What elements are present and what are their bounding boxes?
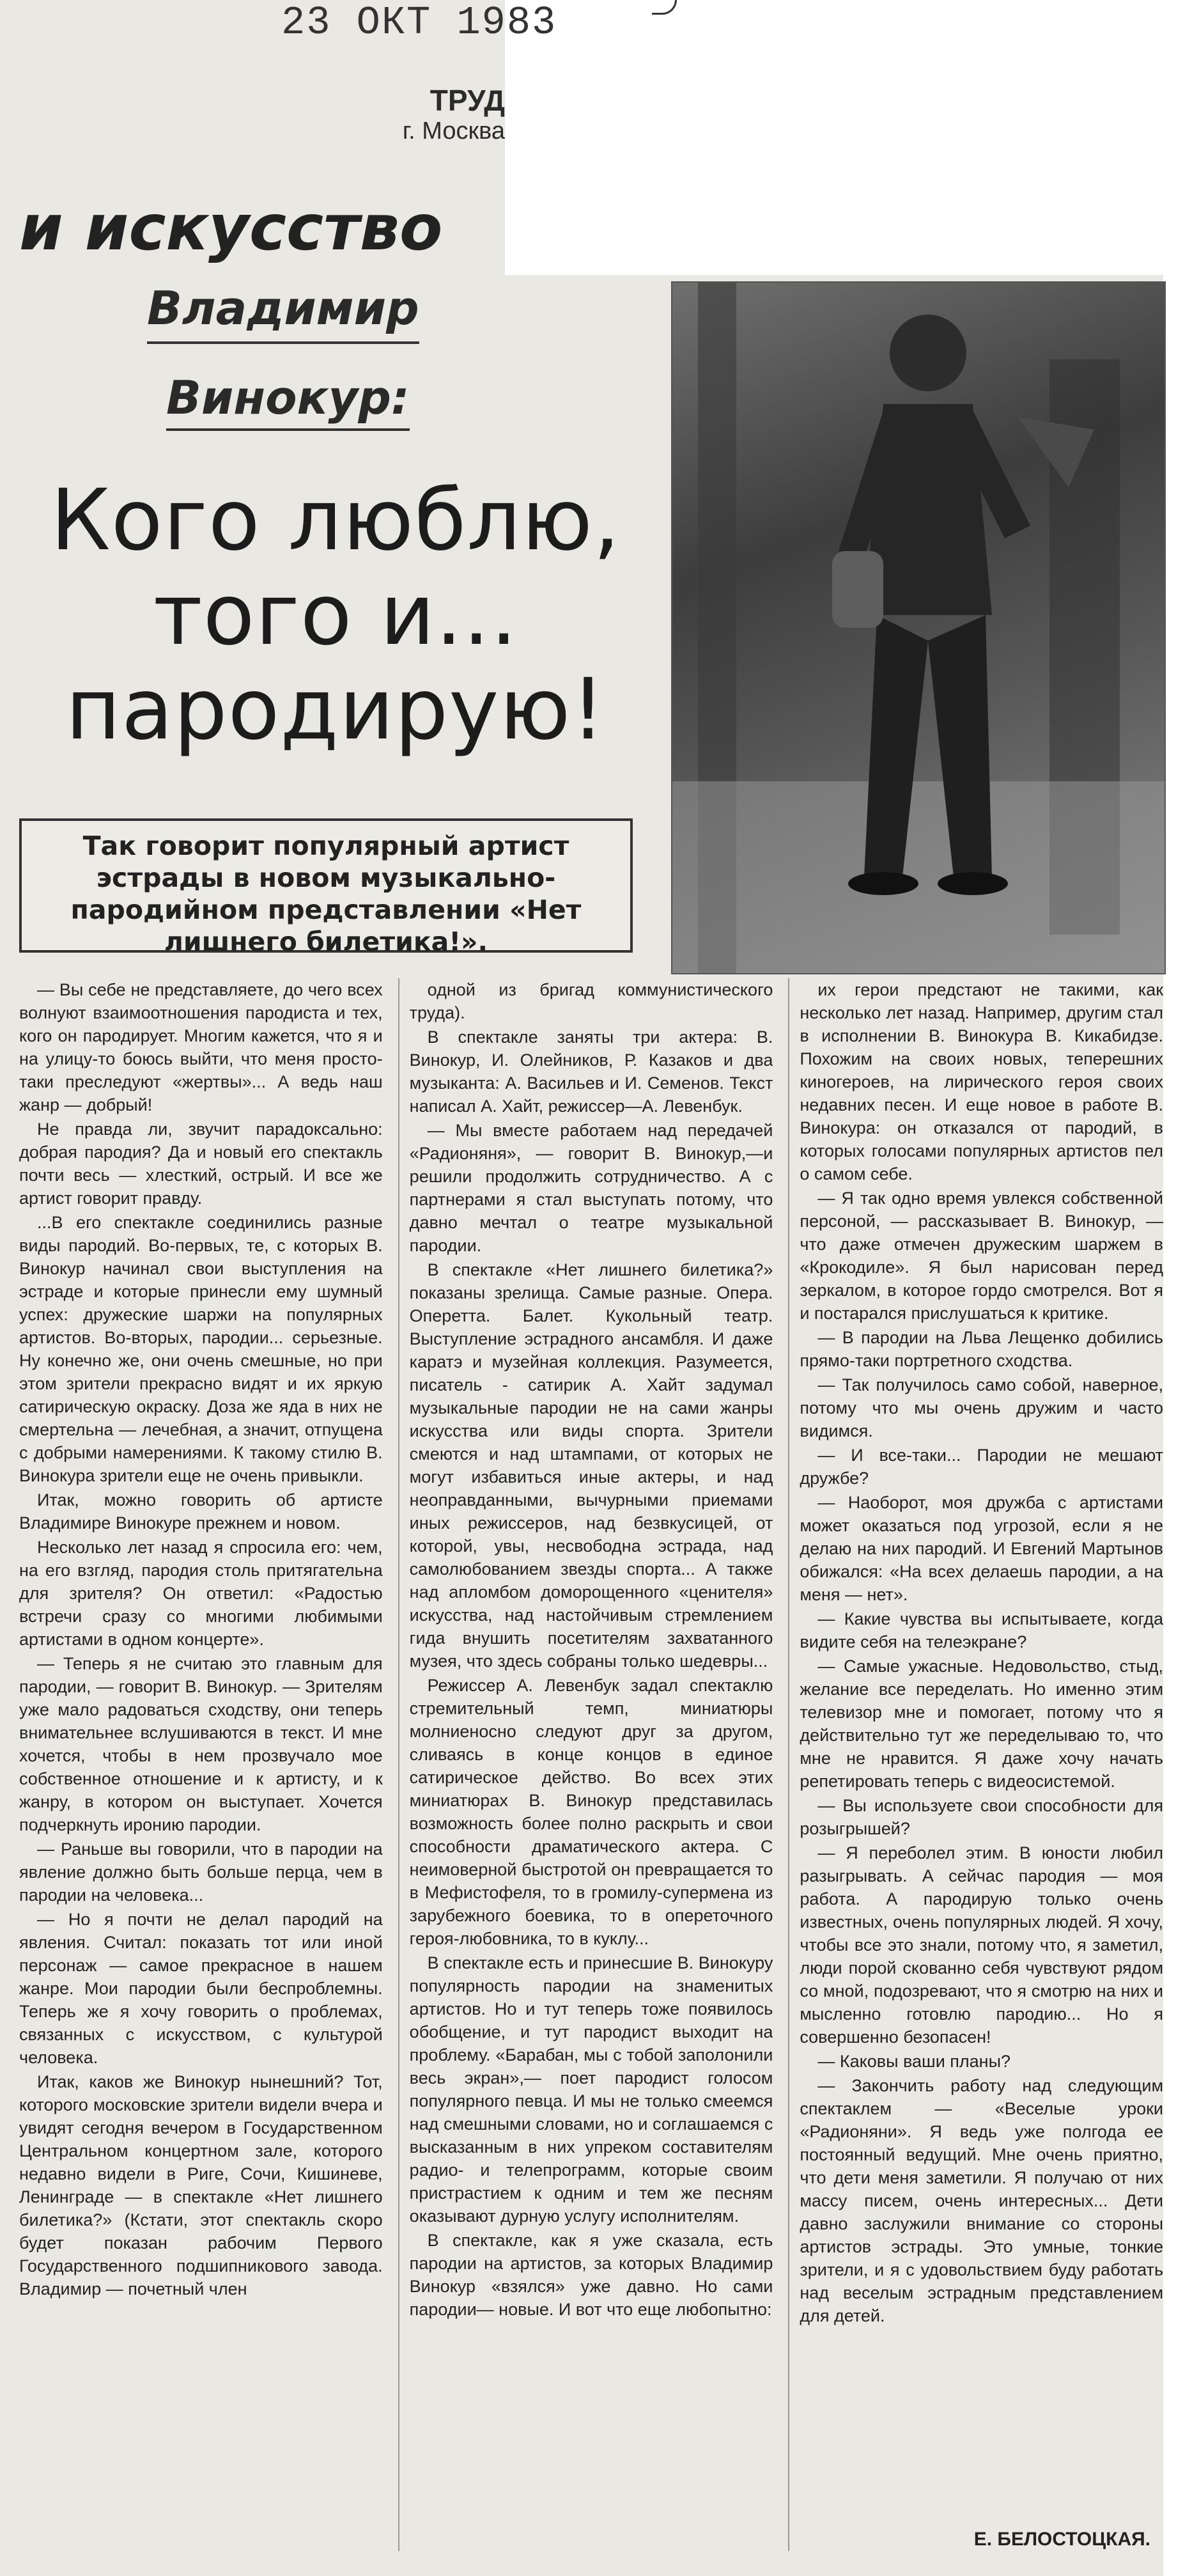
newspaper-city: г. Москва [402, 118, 505, 144]
author-last-name: Винокур: [166, 371, 410, 431]
article-paragraph: — Раньше вы говорили, что в пародии на явление должно быть больше перца, чем в пародии на человека... [19, 1839, 383, 1905]
article-paragraph: — Я так одно время увлекся собственной персоной, — рассказывает В. Винокур, — что даже отмечен дружеским шаржем в «Крокодиле». Я был нарисован перед зеркалом, в которое гордо смотрелся. Вот я и постарался прислушаться к критике. [800, 1189, 1164, 1323]
article-body [19, 978, 1163, 2551]
headline-line: пародирую! [65, 660, 606, 759]
headline [19, 473, 652, 757]
article-paragraph: В спектакле, как я уже сказала, есть пародии на артистов, за которых Владимир Винокур «взялся» уже давно. Но сами пародии— новые. И вот что еще любопытно: [409, 2231, 773, 2319]
section-title: и искусство [19, 192, 443, 265]
article-column-1 [19, 978, 383, 2551]
date-stamp: 23 ОКТ 1983 [281, 0, 557, 45]
article-paragraph: — Так получилось само собой, наверное, потому что мы очень дружим и часто видимся. [800, 1375, 1164, 1440]
article-column-2 [398, 978, 773, 2551]
performer-photo [671, 281, 1166, 974]
article-paragraph: Не правда ли, звучит парадоксально: добрая пародия? Да и новый его спектакль почти весь — хлесткий, острый. И все же артист говорит правду. [19, 1120, 383, 1208]
article-paragraph: — Каковы ваши планы? [817, 2052, 1010, 2071]
article-paragraph: — Наоборот, моя дружба с артистами может оказаться под угрозой, если я не делаю на них пародий. И Евгений Мартынов обижался: «На всех делаешь пародии, а на меня — нет». [800, 1493, 1164, 1604]
author-signature: Е. БЕЛОСТОЦКАЯ. [973, 2529, 1151, 2550]
article-paragraph: Режиссер А. Левенбук задал спектаклю стремительный темп, миниатюры молниеносно следуют друг за другом, сливаясь в конце концов в единое сатирическое действо. Во всех этих миниатюрах В. Винокур представилась возможность более полно раскрыть и свои способности драматического актера. С неимоверной быстротой он превращается то в Мефистофеля, то в громилу-супермена из зарубежного боевика, то в опереточного героя-любовника, то в куклу... [409, 1676, 773, 1948]
article-paragraph: В спектакле есть и принесшие В. Винокуру популярность пародии на знаменитых артистов. Но и тут теперь тоже появилось обобщение, и тут пародист выходит на проблему. «Барабан, мы с тобой заполонили весь экран»,— поет пародист голосом популярного певца. И мы не только смеемся над смешными словами, но и соглашаемся с высказанным в них упреком составителям радио- и телепрограмм, которые своим пристрастием к одним и тем же песням оказывают дурную услугу исполнителям. [409, 1953, 773, 2226]
clipping-cutout [505, 0, 1192, 275]
article-paragraph: — Но я почти не делал пародий на явления. Считал: показать тот или иной персонаж — самое прекрасное в нашем жанре. Мои пародии были беспроблемны. Теперь же я хочу говорить о проблемах, связанных с искусством, с культурой человека. [19, 1910, 383, 2067]
newspaper-source [345, 83, 505, 145]
article-paragraph: одной из бригад коммунистического труда). [409, 980, 773, 1022]
article-paragraph: — Самые ужасные. Недовольство, стыд, желание все переделать. Но именно этим телевизор мне и помогает, потому что я действительно тут же переделываю то, что мне не нравится. Я даже хочу начать репетировать теперь с видеосистемой. [800, 1657, 1164, 1791]
article-paragraph: — И все-таки... Пародии не мешают дружбе? [800, 1446, 1164, 1488]
performer-silhouette [672, 283, 1165, 973]
author-first-name: Владимир [147, 281, 419, 344]
headline-line: того и... [153, 566, 518, 664]
article-paragraph: В спектакле заняты три актера: В. Винокур, И. Олейников, Р. Казаков и два музыканта: А. Васильев и И. Семенов. Текст написал А. Хайт, режиссер—А. Левенбук. [409, 1027, 773, 1116]
headline-line: Кого люблю, [50, 471, 621, 570]
article-paragraph: — Теперь я не считаю это главным для пародии, — говорит В. Винокур. — Зрителям уже мало радоваться сходству, они теперь внимательнее вслушиваются в текст. И мне хочется, чтобы в нем прозвучало мое собственное отношение и к артисту, и к жанру, в котором он выступает. Хочется подчеркнуть иронию пародии. [19, 1654, 383, 1834]
article-paragraph: — Вы себе не представляете, до чего всех волнуют взаимоотношения пародиста и тех, кого он пародирует. Многим кажется, что я и на улицу-то боюсь выйти, что меня просто-таки преследуют «жертвы»... А ведь наш жанр — добрый! [19, 980, 383, 1114]
article-paragraph: Несколько лет назад я спросила его: чем, на его взгляд, пародия столь притягательна для зрителя? Он ответил: «Радостью встречи сразу со многими любимыми артистами в одном концерте». [19, 1538, 383, 1649]
article-paragraph: Итак, каков же Винокур нынешний? Тот, которого московские зрители видели вчера и увидят сегодня вечером в Государственном Центральном концертном зале, которого недавно видели в Риге, Сочи, Кишиневе, Ленинграде — в спектакле «Нет лишнего билетика?» (Кстати, этот спектакль скоро будет показан рабочим Первого Государственного подшипникового завода. Владимир — почетный член [19, 2072, 383, 2299]
article-paragraph: ...В его спектакле соединились разные виды пародий. Во-первых, те, с которых В. Винокур начинал свои выступления на эстраде и которые принесли ему шумный успех: дружеские шаржи на популярных артистов. Во-вторых, пародии... серьезные. Ну конечно же, они очень смешные, но при этом зрители прекрасно видят и их яркую сатирическую окраску. Доза же яда в них не смертельна — лечебная, а значит, отпущена с добрыми намерениями. К такому стилю В. Винокура зрители еще не очень привыкли. [19, 1213, 383, 1485]
article-paragraph: — Какие чувства вы испытываете, когда видите себя на телеэкране? [800, 1609, 1164, 1651]
article-paragraph: — Мы вместе работаем над передачей «Радионяня», — говорит В. Винокур,—и решили продолжить сотрудничество. А с партнерами я стал выступать потому, что давно мечтал о театре музыкальной пародии. [409, 1121, 773, 1255]
article-paragraph: — В пародии на Льва Лещенко добились прямо-таки портретного сходства. [800, 1328, 1164, 1370]
article-column-3 [788, 978, 1163, 2551]
article-paragraph: Итак, можно говорить об артисте Владимире Винокуре прежнем и новом. [19, 1490, 383, 1533]
lead-paragraph: Так говорит популярный артист эстрады в новом музыкально-пародийном представлении «Нет лишнего билетика!». [19, 818, 633, 953]
article-paragraph: — Я переболел этим. В юности любил разыгрывать. А сейчас пародия — моя работа. А пародирую только очень известных, очень популярных людей. Я хочу, чтобы все это знали, потому что, я заметил, люди порой скованно себя чувствуют рядом со мной, подозревают, что я смотрю на них и мысленно готовлю пародию... Но я совершенно безопасен! [800, 1843, 1164, 2047]
article-paragraph: — Вы используете свои способности для розыгрышей? [800, 1796, 1164, 1838]
article-paragraph: В спектакле «Нет лишнего билетика?» показаны зрелища. Самые разные. Опера. Оперетта. Балет. Кукольный театр. Выступление эстрадного ансамбля. И даже каратэ и музейная коллекция. Разумеется, писатель - сатирик А. Хайт задумал музыкальные пародии не на сами жанры искусства или виды спорта. Зрители смеются и над штампами, от которых не могут избавиться иные актеры, и над неоправданными, вычурными приемами иных режиссеров, над безвкусицей, от которой, увы, несвободна эстрада, над самолюбованием звезды спорта... А также над апломбом доморощенного «ценителя» искусства, над настойчивым стремлением гида внушить посетителям захватанного музея, что здесь собраны только шедевры... [409, 1260, 773, 1671]
article-paragraph: их герои предстают не такими, как несколько лет назад. Например, другим стал в исполнении В. Винокура В. Кикабидзе. Похожим на своих новых, теперешних киногероев, на лирического героя своих недавних песен. И еще новое в работе В. Винокура: он отказался от пародий, в которых голосами популярных артистов пел о самом себе. [800, 980, 1164, 1183]
article-paragraph: — Закончить работу над следующим спектаклем — «Веселые уроки «Радионяни». Я ведь уже полгода ее постоянный ведущий. Мне очень приятно, что дети меня заметили. Я получаю от них массу писем, очень интересных... Дети давно заслужили внимание со стороны артистов эстрады. Это умные, тонкие зрители, и я с удовольствием буду работать над веселым эстрадным представлением для детей. [800, 2076, 1164, 2325]
newspaper-name: ТРУД [430, 84, 505, 117]
